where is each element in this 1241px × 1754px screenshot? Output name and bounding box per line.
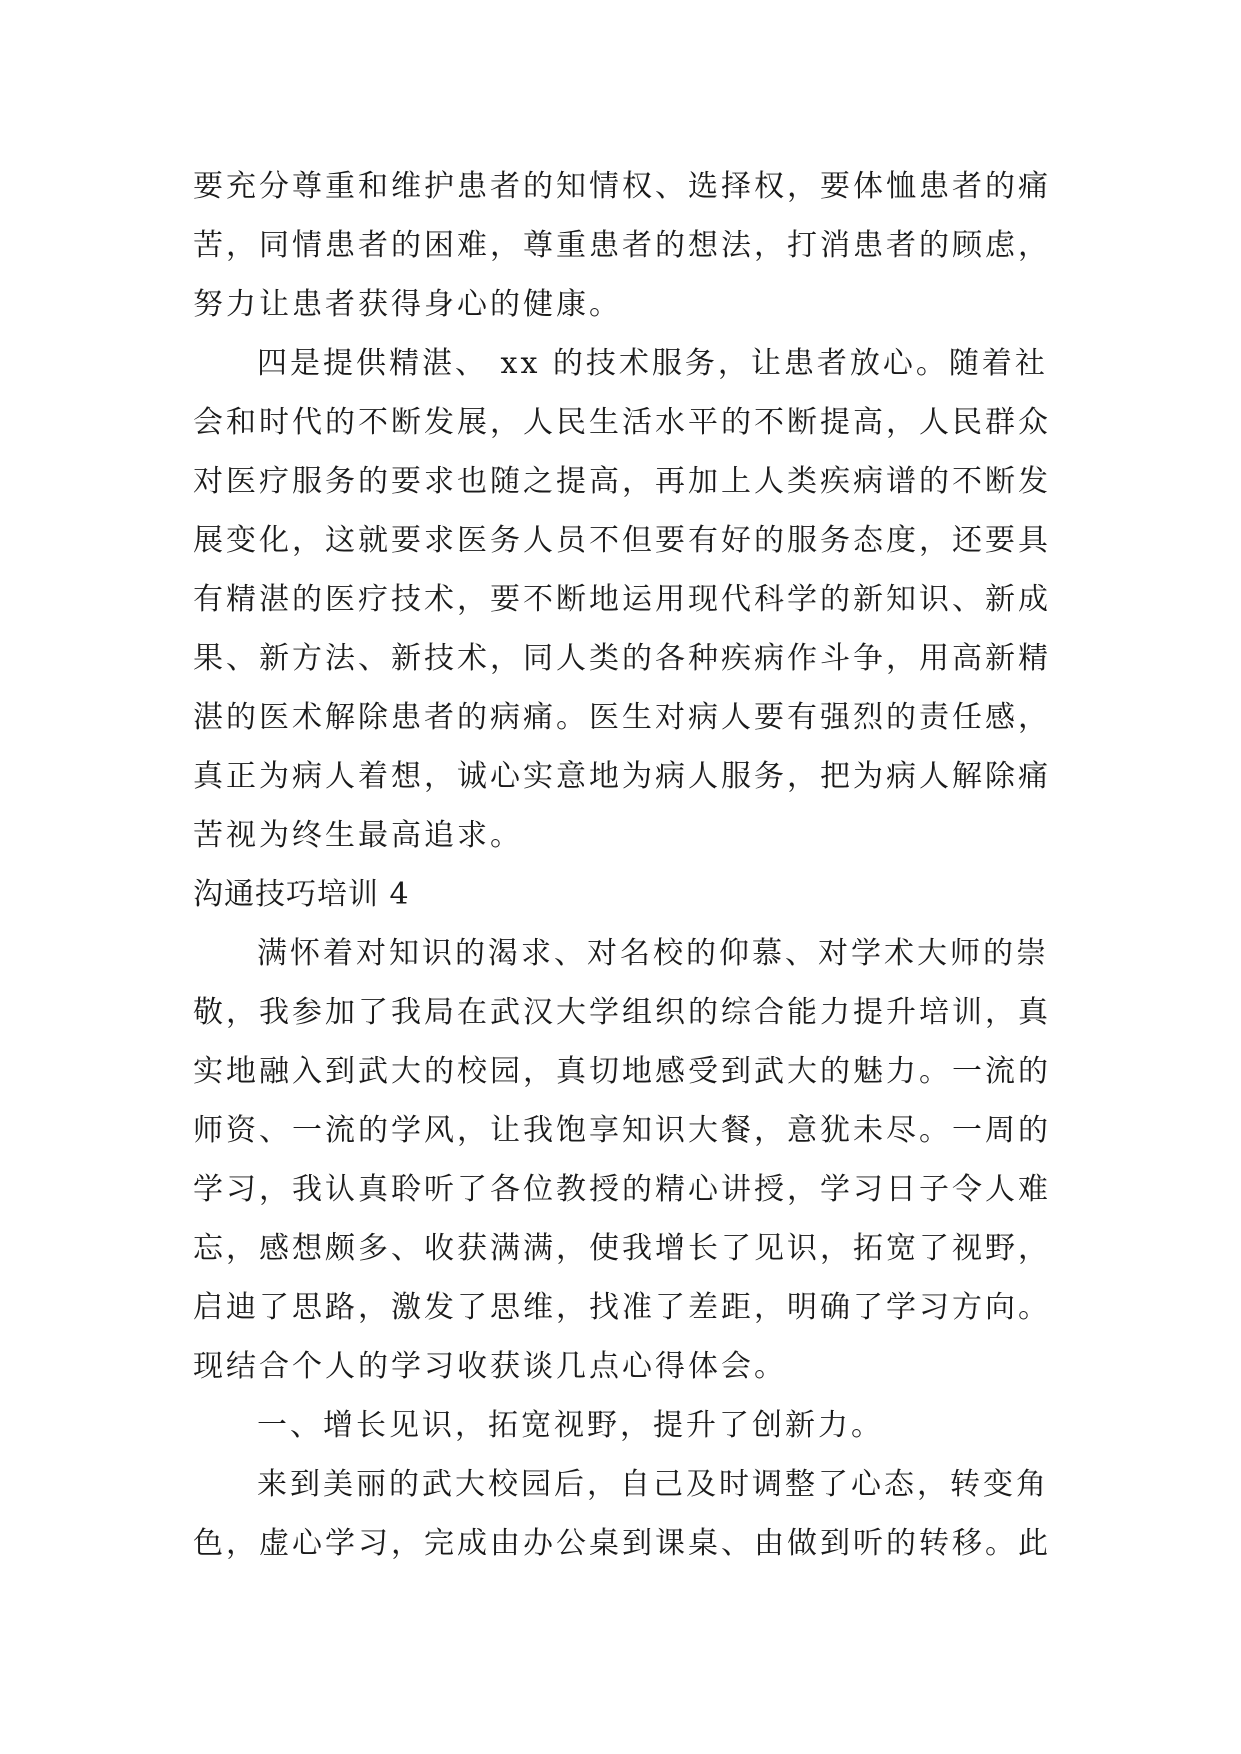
text-line: 现结合个人的学习收获谈几点心得体会。: [193, 1349, 787, 1384]
paragraph-2: [193, 334, 1063, 865]
text-line: 学习，我认真聆听了各位教授的精心讲授，学习日子令人难: [193, 1172, 1051, 1207]
document-body: [193, 157, 1063, 1573]
text-line: 苦视为终生最高追求。: [193, 818, 523, 853]
text-line: 四是提供精湛、 xx 的技术服务，让患者放心。随着社: [257, 346, 1048, 381]
paragraph-4: [193, 1396, 1063, 1455]
text-line: 有精湛的医疗技术，要不断地运用现代科学的新知识、新成: [193, 582, 1051, 617]
paragraph-5: [193, 1455, 1063, 1573]
paragraph-3: [193, 924, 1063, 1396]
text-line: 师资、一流的学风，让我饱享知识大餐，意犹未尽。一周的: [193, 1113, 1051, 1148]
section-heading: 沟通技巧培训 4: [193, 877, 410, 912]
text-line: 对医疗服务的要求也随之提高，再加上人类疾病谱的不断发: [193, 464, 1051, 499]
text-line: 努力让患者获得身心的健康。: [193, 287, 622, 322]
text-line: 湛的医术解除患者的病痛。医生对病人要有强烈的责任感，: [193, 700, 1051, 735]
paragraph-1: [193, 157, 1063, 334]
text-line: 启迪了思路，激发了思维，找准了差距，明确了学习方向。: [193, 1290, 1051, 1325]
text-line: 展变化，这就要求医务人员不但要有好的服务态度，还要具: [193, 523, 1051, 558]
text-line: 一、增长见识，拓宽视野，提升了创新力。: [257, 1408, 884, 1443]
text-line: 实地融入到武大的校园，真切地感受到武大的魅力。一流的: [193, 1054, 1051, 1089]
text-line: 色，虚心学习，完成由办公桌到课桌、由做到听的转移。此: [193, 1526, 1051, 1561]
text-line: 忘，感想颇多、收获满满，使我增长了见识，拓宽了视野，: [193, 1231, 1051, 1266]
text-line: 满怀着对知识的渴求、对名校的仰慕、对学术大师的崇: [257, 936, 1049, 971]
text-line: 要充分尊重和维护患者的知情权、选择权，要体恤患者的痛: [193, 169, 1051, 204]
text-line: 会和时代的不断发展，人民生活水平的不断提高，人民群众: [193, 405, 1051, 440]
text-line: 真正为病人着想，诚心实意地为病人服务，把为病人解除痛: [193, 759, 1051, 794]
text-line: 苦，同情患者的困难，尊重患者的想法，打消患者的顾虑，: [193, 228, 1051, 263]
text-line: 果、新方法、新技术，同人类的各种疾病作斗争，用高新精: [193, 641, 1051, 676]
text-line: 敬，我参加了我局在武汉大学组织的综合能力提升培训，真: [193, 995, 1051, 1030]
text-line: 来到美丽的武大校园后，自己及时调整了心态，转变角: [257, 1467, 1049, 1502]
